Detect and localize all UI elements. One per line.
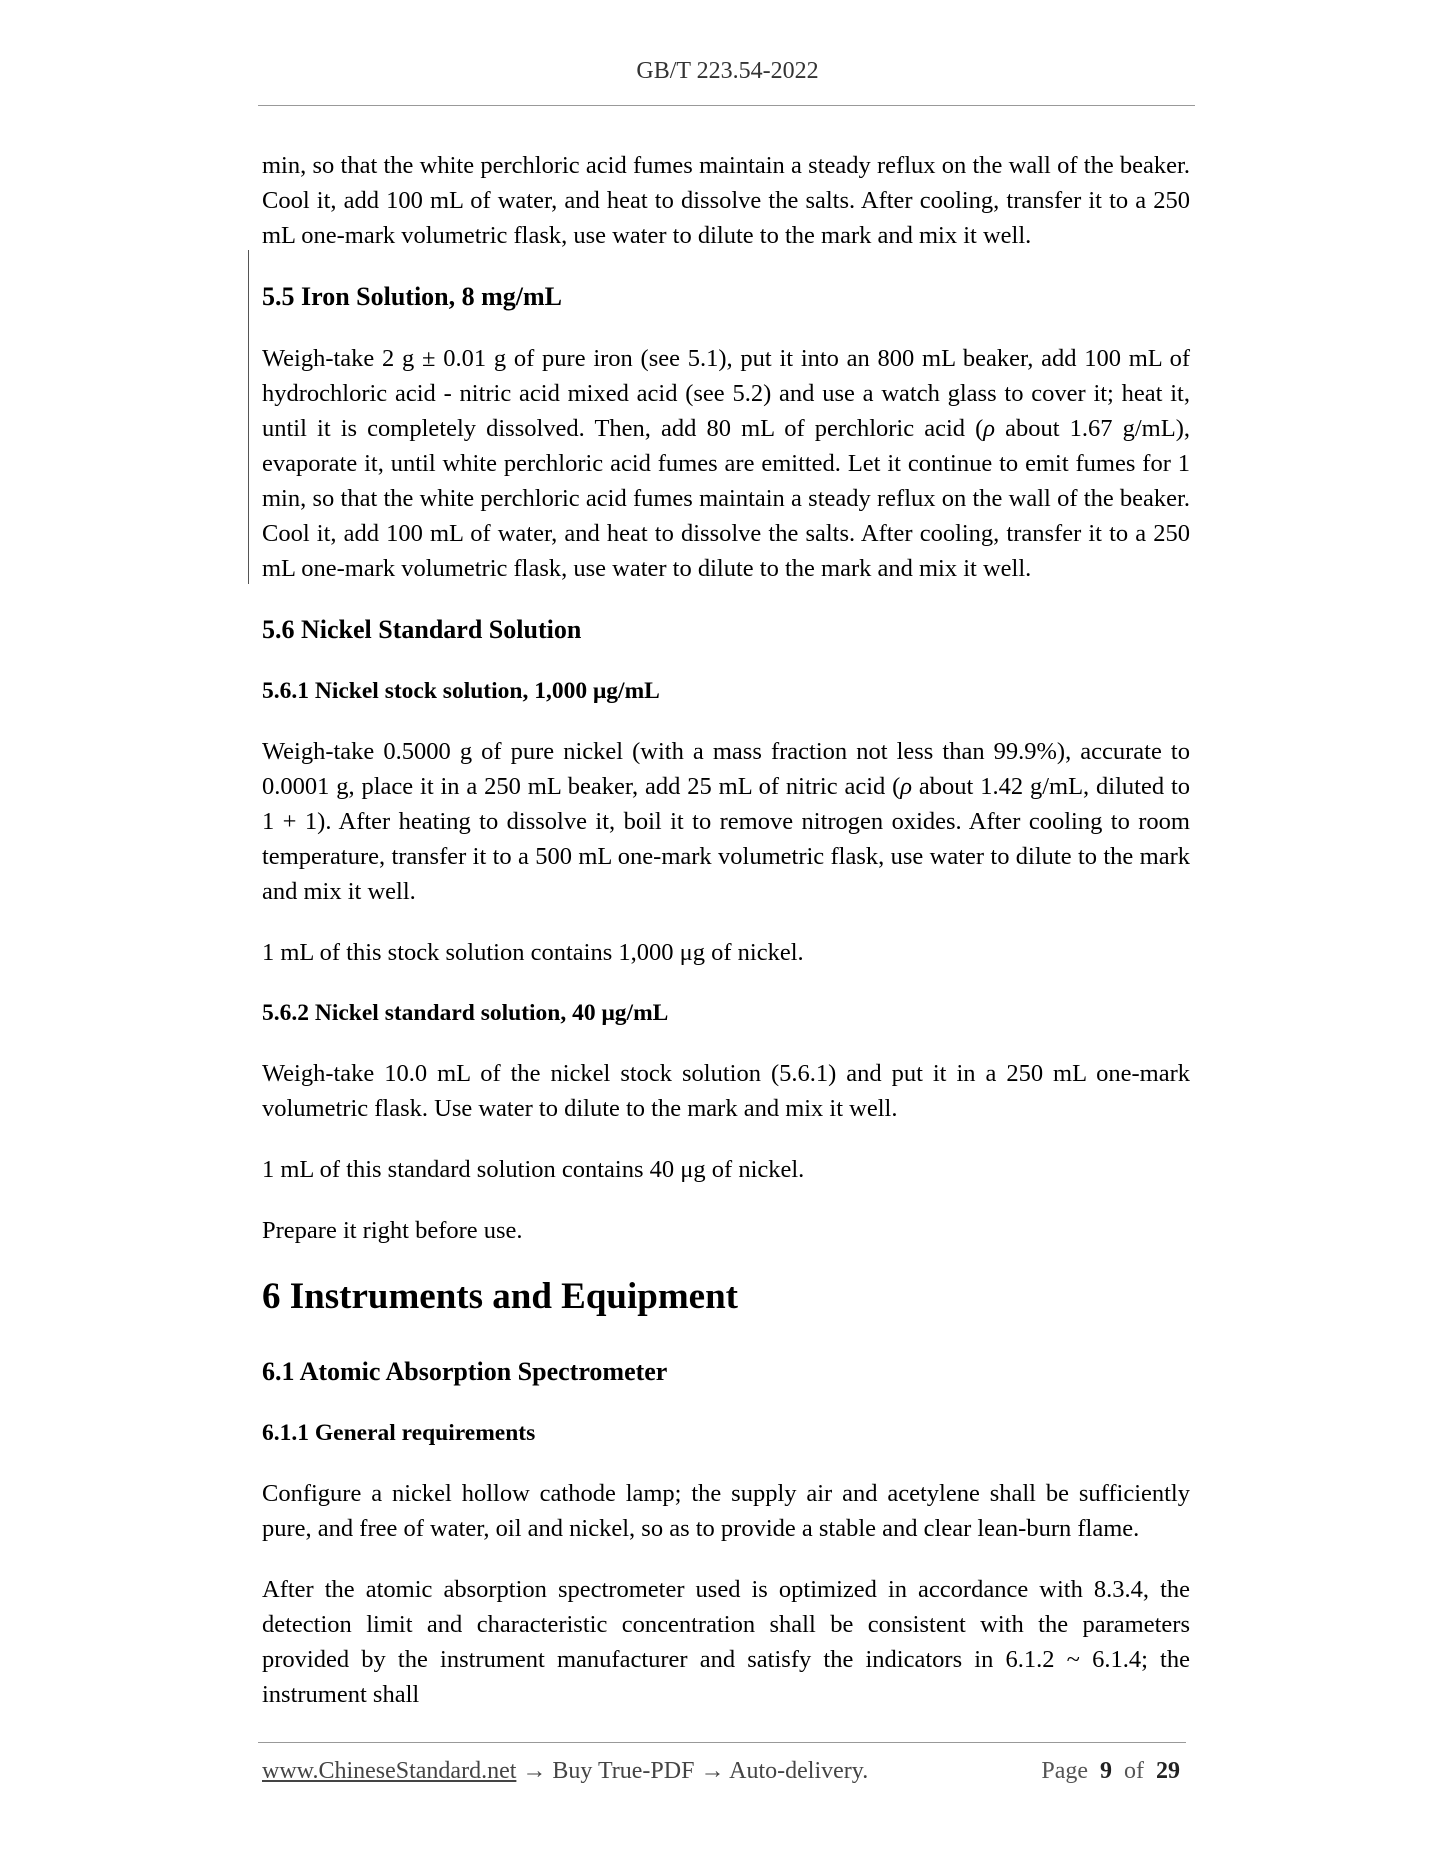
arrow-right-icon: →	[700, 1758, 725, 1784]
header-divider	[258, 105, 1195, 106]
total-pages: 29	[1156, 1758, 1180, 1784]
page-content	[262, 148, 1190, 1738]
page-number: Page 9 of 29	[1041, 1758, 1180, 1784]
section-6-1-heading: 6.1 Atomic Absorption Spectrometer	[262, 1357, 668, 1386]
current-page: 9	[1100, 1758, 1112, 1784]
section-5-6-2-note: 1 mL of this standard solution contains 40 μg of nickel.	[262, 1156, 805, 1183]
section-5-6-2-paragraph: Weigh-take 10.0 mL of the nickel stock solution (5.6.1) and put it in a 250 mL one-mark volumetric flask. Use water to dilute to the mark and mix it well.	[262, 1060, 1190, 1122]
section-5-6-1-paragraph: Weigh-take 0.5000 g of pure nickel (with a mass fraction not less than 99.9%), accurate to 0.0001 g, place it in a 250 mL beaker, add 25 mL of nitric acid (ρ about 1.42 g/mL, diluted to 1 + 1). After heating to dissolve it, boil it to remove nitrogen oxides. After cooling to room temperature, transfer it to a 500 mL one-mark volumetric flask, use water to dilute to the mark and mix it well.	[262, 738, 1190, 905]
section-5-6-heading: 5.6 Nickel Standard Solution	[262, 615, 582, 644]
section-5-5-heading: 5.5 Iron Solution, 8 mg/mL	[262, 282, 563, 311]
document-header: GB/T 223.54-2022	[636, 58, 819, 84]
footer-links	[262, 1758, 868, 1785]
section-5-5-paragraph: Weigh-take 2 g ± 0.01 g of pure iron (see 5.1), put it into an 800 mL beaker, add 100 mL of hydrochloric acid - nitric acid mixed acid (see 5.2) and use a watch glass to cover it; heat it, until it is completely dissolved. Then, add 80 mL of perchloric acid (ρ about 1.67 g/mL), evaporate it, until white perchloric acid fumes are emitted. Let it continue to emit fumes for 1 min, so that the white perchloric acid fumes maintain a steady reflux on the wall of the beaker. Cool it, add 100 mL of water, and heat to dissolve the salts. After cooling, transfer it to a 250 mL one-mark volumetric flask, use water to dilute to the mark and mix it well.	[262, 345, 1190, 582]
footer-divider	[258, 1742, 1186, 1743]
section-6-1-1-paragraph-1: Configure a nickel hollow cathode lamp; the supply air and acetylene shall be sufficiently pure, and free of water, oil and nickel, so as to provide a stable and clear lean-burn flame.	[262, 1480, 1190, 1542]
section-5-6-2-prepare: Prepare it right before use.	[262, 1217, 523, 1244]
auto-delivery-text: Auto-delivery.	[729, 1758, 869, 1784]
section-5-6-1-note: 1 mL of this stock solution contains 1,000 μg of nickel.	[262, 939, 804, 966]
change-bar	[248, 250, 249, 584]
continuation-paragraph: min, so that the white perchloric acid fumes maintain a steady reflux on the wall of the beaker. Cool it, add 100 mL of water, and heat to dissolve the salts. After cooling, transfer it to a 250 mL one-mark volumetric flask, use water to dilute to the mark and mix it well.	[262, 152, 1190, 249]
arrow-right-icon: →	[522, 1758, 547, 1784]
buy-pdf-text: Buy True-PDF	[552, 1758, 695, 1784]
section-5-6-1-heading: 5.6.1 Nickel stock solution, 1,000 μg/mL	[262, 678, 660, 704]
section-6-heading: 6 Instruments and Equipment	[262, 1276, 738, 1317]
website-link[interactable]: www.ChineseStandard.net	[262, 1758, 517, 1784]
section-6-1-1-paragraph-2: After the atomic absorption spectrometer used is optimized in accordance with 8.3.4, the detection limit and characteristic concentration shall be consistent with the parameters provided by the instrument manufacturer and satisfy the indicators in 6.1.2 ~ 6.1.4; the instrument shall	[262, 1576, 1190, 1708]
section-5-6-2-heading: 5.6.2 Nickel standard solution, 40 μg/mL	[262, 1000, 669, 1026]
section-6-1-1-heading: 6.1.1 General requirements	[262, 1420, 536, 1446]
